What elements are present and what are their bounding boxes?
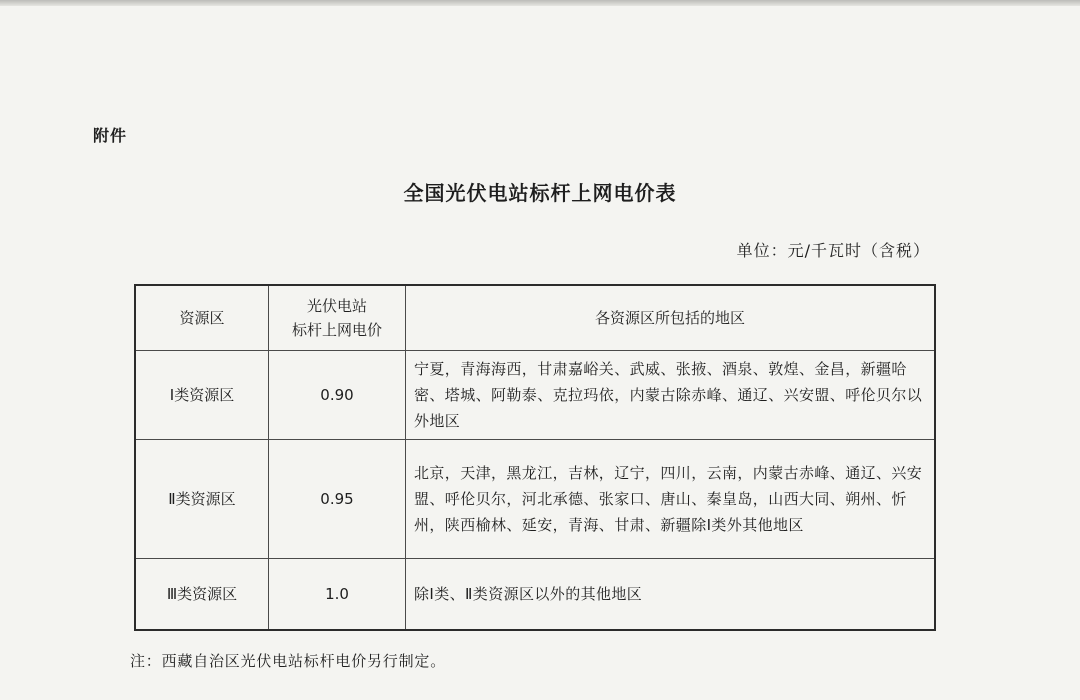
areas-text: 北京，天津，黑龙江，吉林，辽宁，四川，云南，内蒙古赤峰、通辽、兴安盟、呼伦贝尔，河北承德、张家口、唐山、秦皇岛，山西大同、朔州、忻州，陕西榆林、延安，青海、甘肃、新疆除Ⅰ类外其他地区	[414, 464, 923, 534]
price-table	[134, 284, 936, 631]
price-cell: 0.90	[269, 351, 406, 440]
table-row	[135, 351, 935, 440]
header-price-line2: 标杆上网电价	[291, 321, 382, 339]
header-areas: 各资源区所包括的地区	[406, 285, 936, 351]
price-cell: 0.95	[269, 440, 406, 559]
scan-edge	[0, 0, 1080, 6]
price-cell: 1.0	[269, 559, 406, 631]
areas-cell	[406, 559, 936, 631]
zone-cell: Ⅰ类资源区	[135, 351, 269, 440]
table-row	[135, 440, 935, 559]
table-row	[135, 559, 935, 631]
areas-text: 除Ⅰ类、Ⅱ类资源区以外的其他地区	[414, 585, 643, 603]
areas-cell	[406, 351, 936, 440]
price-table-wrapper	[134, 284, 936, 631]
areas-text: 宁夏，青海海西，甘肃嘉峪关、武威、张掖、酒泉、敦煌、金昌，新疆哈密、塔城、阿勒泰、克拉玛依，内蒙古除赤峰、通辽、兴安盟、呼伦贝尔以外地区	[414, 360, 923, 430]
zone-cell: Ⅱ类资源区	[135, 440, 269, 559]
header-price	[269, 285, 406, 351]
header-zone: 资源区	[135, 285, 269, 351]
table-header-row	[135, 285, 935, 351]
header-price-line1: 光伏电站	[306, 297, 367, 315]
areas-cell	[406, 440, 936, 559]
footnote: 注：西藏自治区光伏电站标杆电价另行制定。	[130, 652, 447, 670]
page-title: 全国光伏电站标杆上网电价表	[403, 181, 677, 205]
unit-label: 单位：元/千瓦时（含税）	[736, 241, 930, 260]
zone-cell: Ⅲ类资源区	[135, 559, 269, 631]
attachment-label: 附件	[93, 126, 128, 145]
